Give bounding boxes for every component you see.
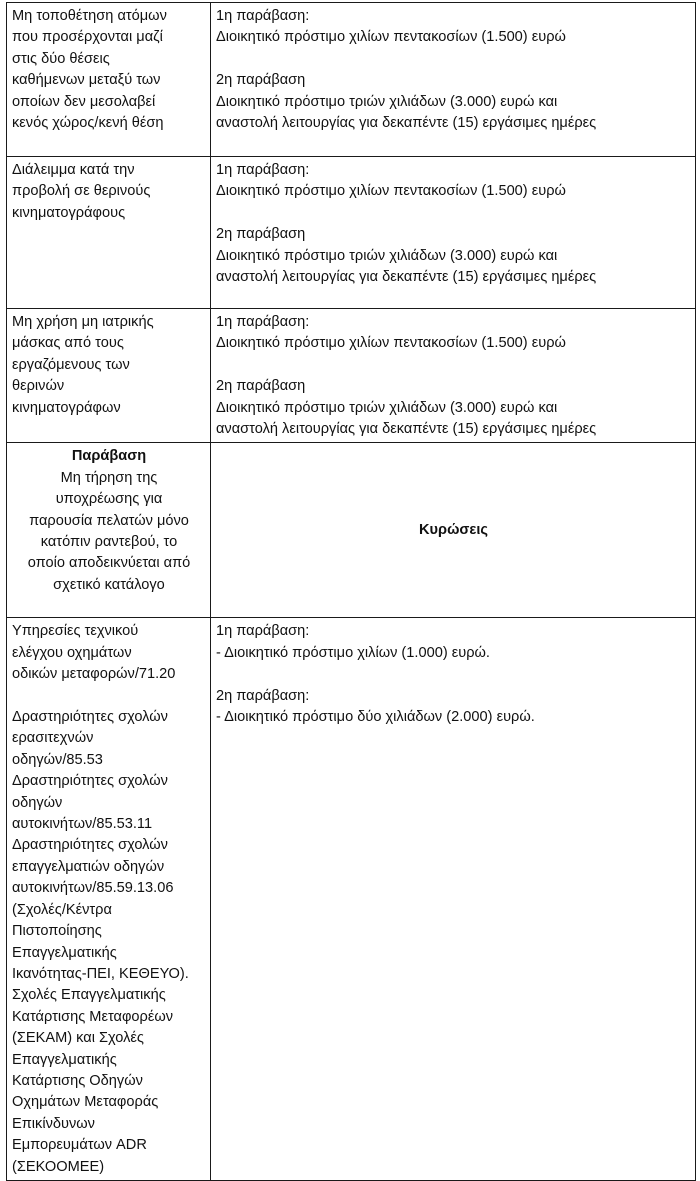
activities-cell <box>7 618 211 1181</box>
violation-cell <box>7 309 211 443</box>
table-row <box>7 3 696 157</box>
activity-line: Ικανότητας-ΠΕΙ, ΚΕΘΕΥΟ). <box>12 965 189 982</box>
table-row <box>7 157 696 309</box>
violation-cell <box>7 157 211 309</box>
activity-line: Κατάρτισης Μεταφορέων <box>12 1008 174 1025</box>
first-violation-penalty: Διοικητικό πρόστιμο χιλίων πεντακοσίων (1.500) ευρώ <box>216 335 566 352</box>
table-row <box>7 309 696 443</box>
violation-header-line: υποχρέωσης για <box>55 491 163 508</box>
violation-cell <box>7 3 211 157</box>
second-violation-label: 2η παράβαση: <box>216 687 310 704</box>
violation-line: προβολή σε θερινούς <box>12 183 151 200</box>
violation-header-line: παρουσία πελατών μόνο <box>29 512 189 529</box>
activity-line: οδικών μεταφορών/71.20 <box>12 666 176 683</box>
activity-line: Κατάρτισης Οδηγών <box>12 1072 143 1089</box>
penalty-cell <box>211 3 696 157</box>
violation-header-line: σχετικό κατάλογο <box>53 576 165 593</box>
activity-line: (ΣΕΚΟΟΜΕΕ) <box>12 1158 105 1175</box>
activity-line: Δραστηριότητες σχολών <box>12 773 168 790</box>
first-violation-label: 1η παράβαση: <box>216 8 310 24</box>
table-header-row <box>7 443 696 618</box>
activity-line: Επαγγελματικής <box>12 1051 117 1068</box>
sanctions-header-cell <box>211 443 696 618</box>
violation-line: κινηματογράφους <box>12 204 126 221</box>
violation-header-line: Μη τήρηση της <box>60 469 158 486</box>
activity-line: αυτοκινήτων/85.59.13.06 <box>12 880 174 897</box>
first-violation-penalty: - Διοικητικό πρόστιμο χιλίων (1.000) ευρώ. <box>216 644 490 661</box>
violation-line: κενός χώρος/κενή θέση <box>12 115 164 132</box>
first-violation-penalty: Διοικητικό πρόστιμο χιλίων πεντακοσίων (1.500) ευρώ <box>216 183 566 200</box>
first-violation-label: 1η παράβαση: <box>216 623 310 640</box>
sanctions-header-title: Κυρώσεις <box>419 522 488 539</box>
activity-line: Επαγγελματικής <box>12 944 117 961</box>
activity-line: Εμπορευμάτων ADR <box>12 1137 147 1154</box>
violation-line: Μη τοποθέτηση ατόμων <box>12 8 167 24</box>
activity-line: Οχημάτων Μεταφοράς <box>12 1094 159 1111</box>
second-violation-label: 2η παράβαση <box>216 72 306 89</box>
activity-line: οδηγών <box>12 794 63 811</box>
activity-line: Σχολές Επαγγελματικής <box>12 987 166 1004</box>
violation-line: οποίων δεν μεσολαβεί <box>12 93 156 110</box>
table-row <box>7 618 696 1181</box>
violation-line: κινηματογράφων <box>12 399 121 416</box>
activity-line: οδηγών/85.53 <box>12 751 103 768</box>
activity-line: ελέγχου οχημάτων <box>12 644 132 661</box>
second-violation-penalty: Διοικητικό πρόστιμο τριών χιλιάδων (3.000) ευρώ και <box>216 93 558 110</box>
activity-line: επαγγελματιών οδηγών <box>12 858 165 875</box>
violation-line: Διάλειμμα κατά την <box>12 162 135 178</box>
activity-line: (Σχολές/Κέντρα <box>12 901 112 918</box>
second-violation-label: 2η παράβαση <box>216 226 306 243</box>
penalty-cell <box>211 157 696 309</box>
activity-line: Επικίνδυνων <box>12 1115 95 1132</box>
second-violation-penalty: αναστολή λειτουργίας για δεκαπέντε (15) εργάσιμες ημέρες <box>216 421 597 438</box>
violation-line: στις δύο θέσεις <box>12 50 110 67</box>
second-violation-penalty: - Διοικητικό πρόστιμο δύο χιλιάδων (2.000) ευρώ. <box>216 709 535 726</box>
second-violation-penalty: αναστολή λειτουργίας για δεκαπέντε (15) εργάσιμες ημέρες <box>216 115 597 132</box>
penalty-cell <box>211 309 696 443</box>
violation-line: εργαζόμενους των <box>12 356 130 373</box>
penalty-cell <box>211 618 696 1181</box>
activity-line: αυτοκινήτων/85.53.11 <box>12 816 153 833</box>
violation-header-line: οποίο αποδεικνύεται από <box>27 555 191 572</box>
violation-line: θερινών <box>12 378 65 395</box>
violation-header-cell <box>7 443 211 618</box>
violation-line: Μη χρήση μη ιατρικής <box>12 314 154 330</box>
violation-line: που προσέρχονται μαζί <box>12 29 163 46</box>
second-violation-penalty: Διοικητικό πρόστιμο τριών χιλιάδων (3.000) ευρώ και <box>216 399 558 416</box>
violation-header-title: Παράβαση <box>71 448 147 465</box>
first-violation-label: 1η παράβαση: <box>216 162 310 178</box>
first-violation-label: 1η παράβαση: <box>216 314 310 330</box>
sanctions-table <box>6 2 696 1181</box>
second-violation-label: 2η παράβαση <box>216 378 306 395</box>
activity-line: (ΣΕΚΑΜ) και Σχολές <box>12 1030 144 1047</box>
second-violation-penalty: αναστολή λειτουργίας για δεκαπέντε (15) εργάσιμες ημέρες <box>216 269 597 286</box>
activity-line: Υπηρεσίες τεχνικού <box>12 623 139 640</box>
first-violation-penalty: Διοικητικό πρόστιμο χιλίων πεντακοσίων (1.500) ευρώ <box>216 29 566 46</box>
activity-line: Δραστηριότητες σχολών <box>12 709 168 726</box>
second-violation-penalty: Διοικητικό πρόστιμο τριών χιλιάδων (3.000) ευρώ και <box>216 247 558 264</box>
violation-line: μάσκας από τους <box>12 335 124 352</box>
activity-line: Πιστοποίησης <box>12 923 102 940</box>
violation-line: καθήμενων μεταξύ των <box>12 72 161 89</box>
activity-line: Δραστηριότητες σχολών <box>12 837 168 854</box>
violation-header-line: κατόπιν ραντεβού, το <box>40 534 178 551</box>
activity-line: ερασιτεχνών <box>12 730 94 747</box>
